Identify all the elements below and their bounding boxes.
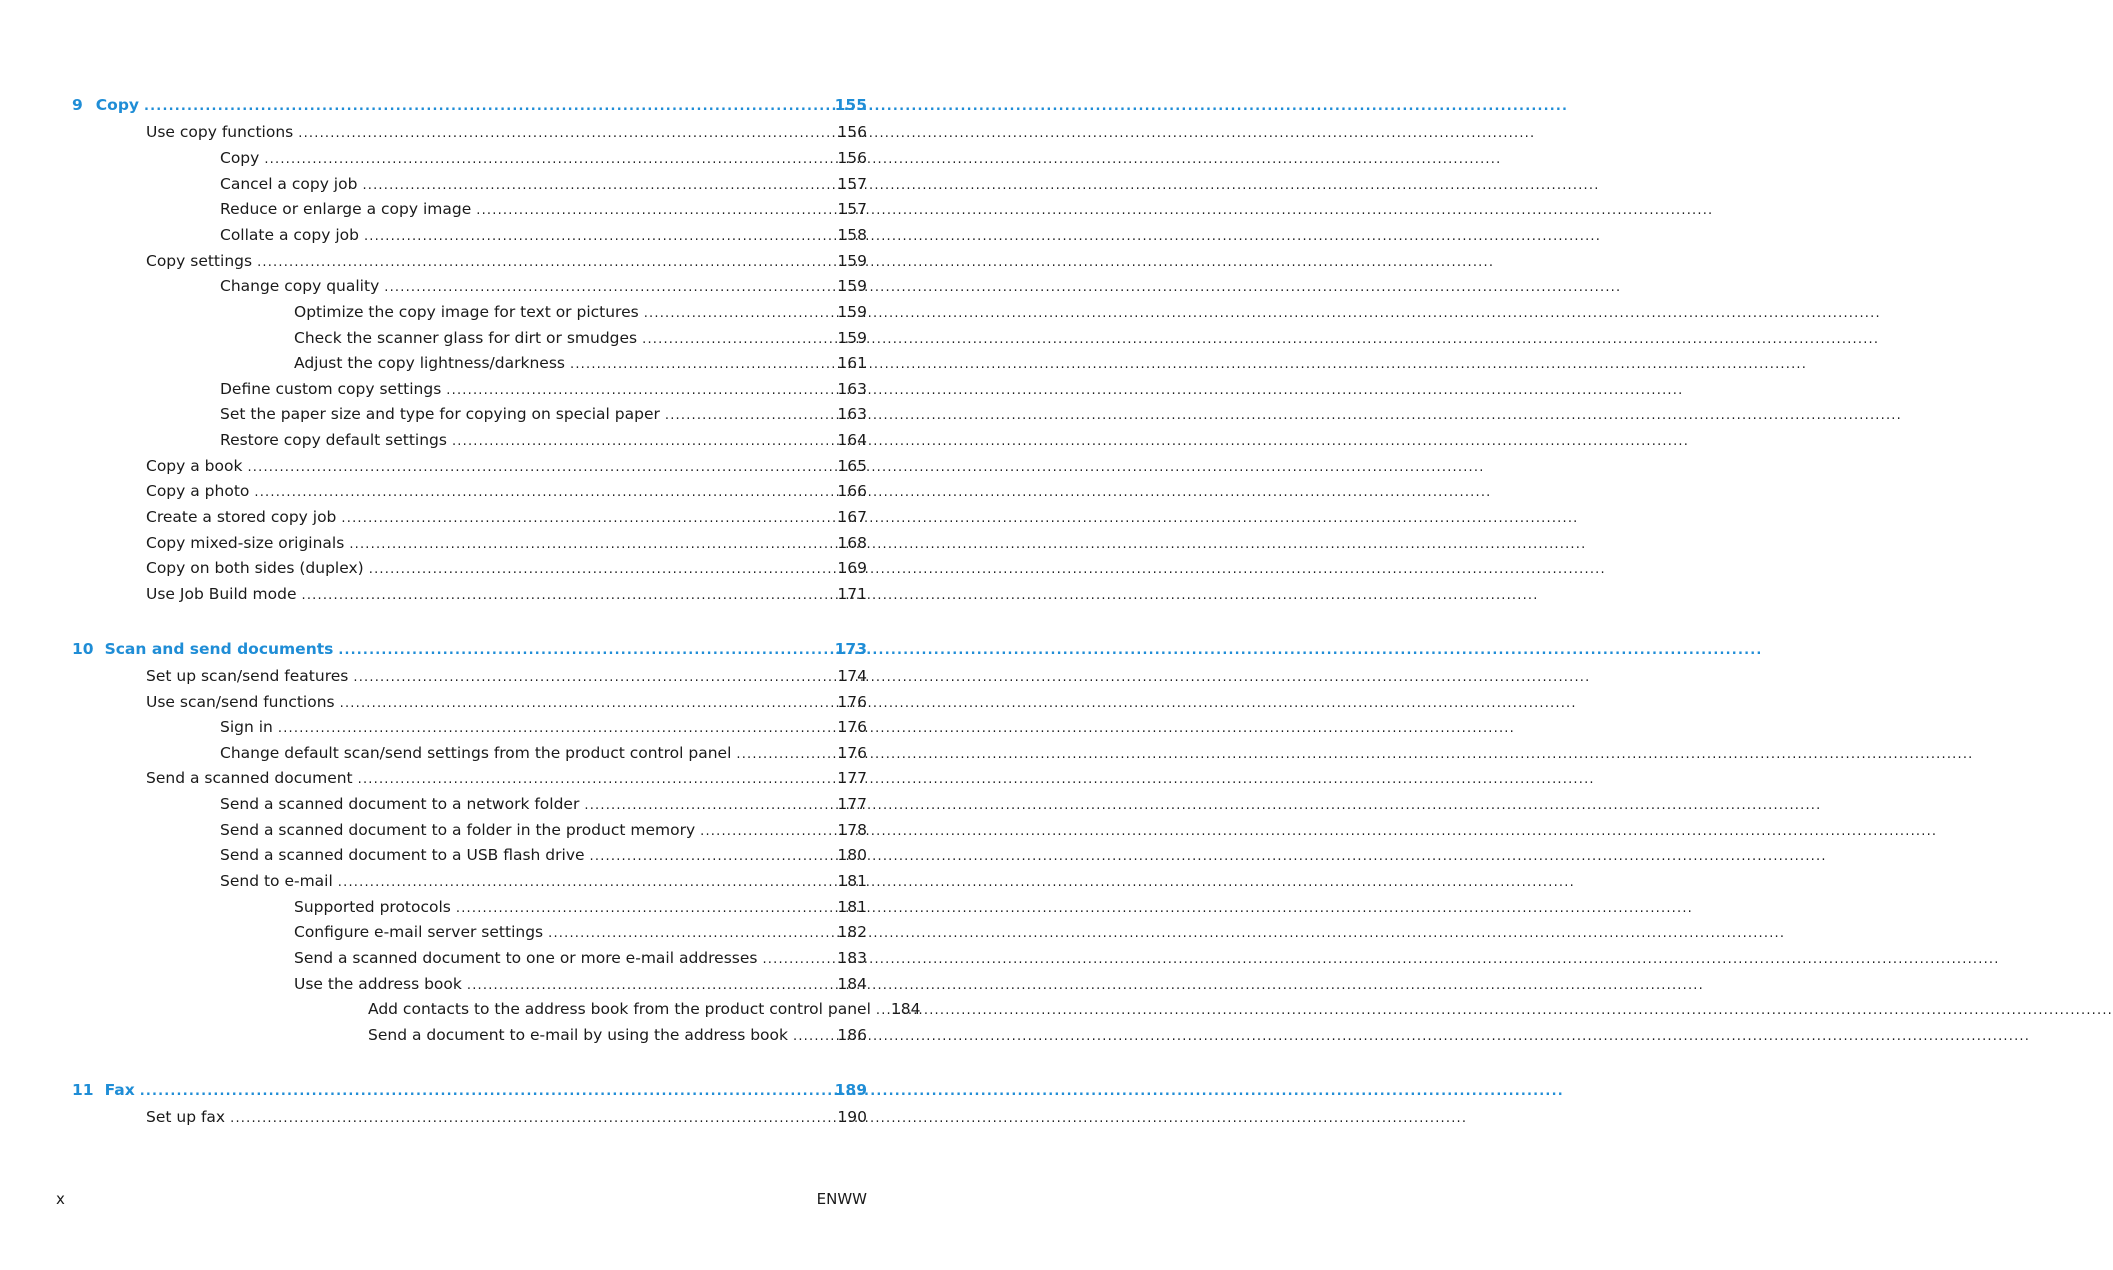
toc-leader-dots — [340, 694, 833, 714]
toc-entry-title: Sign in — [220, 718, 273, 736]
toc-page-number: 190 — [837, 1108, 867, 1126]
table-of-contents — [0, 0, 954, 1270]
toc-entry[interactable] — [146, 533, 867, 553]
toc-entry-title: Scan and send documents — [104, 640, 334, 658]
toc-entry-title: Configure e-mail server settings — [294, 923, 544, 941]
toc-leader-dots — [548, 924, 832, 944]
toc-entry-title: Set up scan/send features — [146, 667, 349, 685]
toc-leader-dots — [467, 976, 833, 996]
toc-entry[interactable] — [220, 430, 867, 450]
toc-page-number: 159 — [837, 252, 867, 270]
toc-entry[interactable] — [294, 328, 867, 348]
toc-leader-dots — [793, 1027, 832, 1047]
toc-page-number: 176 — [837, 718, 867, 736]
toc-entry[interactable] — [294, 974, 867, 994]
toc-entry-title: Copy mixed-size originals — [146, 534, 345, 552]
toc-entry[interactable] — [146, 481, 867, 501]
toc-entry[interactable] — [146, 666, 867, 686]
toc-leader-dots — [762, 950, 832, 970]
toc-page-number: 174 — [837, 667, 867, 685]
toc-leader-dots — [736, 745, 832, 765]
toc-entry-title: Copy — [95, 96, 140, 114]
toc-page-number: 156 — [837, 123, 867, 141]
toc-leader-dots — [247, 458, 832, 478]
toc-entry[interactable] — [220, 743, 867, 763]
toc-entry[interactable] — [146, 558, 867, 578]
toc-entry[interactable] — [220, 199, 867, 219]
toc-entry-title: Send a scanned document to a folder in the product memory — [220, 821, 696, 839]
toc-entry-title: Check the scanner glass for dirt or smudges — [294, 329, 638, 347]
toc-leader-dots — [349, 535, 832, 555]
toc-page-number: 168 — [837, 534, 867, 552]
toc-page-number: 184 — [837, 975, 867, 993]
toc-page-number: 166 — [837, 482, 867, 500]
toc-entry-title: Collate a copy job — [220, 226, 359, 244]
toc-entry-title: Copy on both sides (duplex) — [146, 559, 364, 577]
toc-leader-dots — [570, 355, 832, 375]
toc-leader-dots — [254, 483, 832, 503]
toc-chapter-entry[interactable] — [72, 95, 867, 115]
toc-page-number: 181 — [837, 898, 867, 916]
toc-entry[interactable] — [294, 948, 867, 968]
toc-leader-dots — [590, 847, 833, 867]
toc-page-number: 159 — [837, 277, 867, 295]
toc-page-number: 163 — [837, 405, 867, 423]
toc-leader-dots — [384, 278, 832, 298]
toc-chapter-number: 10 — [72, 640, 94, 658]
toc-leader-dots — [452, 432, 832, 452]
toc-page-number: 156 — [837, 149, 867, 167]
toc-leader-dots — [369, 560, 833, 580]
toc-entry[interactable] — [146, 122, 867, 142]
toc-leader-dots — [876, 1001, 886, 1021]
toc-entry-title: Send a scanned document to one or more e-mail addresses — [294, 949, 758, 967]
toc-entry-title: Set the paper size and type for copying on special paper — [220, 405, 660, 423]
toc-entry[interactable] — [220, 404, 867, 424]
toc-entry-title: Copy settings — [146, 252, 253, 270]
toc-entry-title: Use scan/send functions — [146, 693, 335, 711]
toc-entry-title: Send to e-mail — [220, 872, 333, 890]
toc-leader-dots — [338, 641, 829, 661]
toc-entry-title: Supported protocols — [294, 898, 451, 916]
toc-leader-dots — [584, 796, 832, 816]
toc-chapter-entry[interactable] — [72, 639, 867, 659]
toc-page-number: 184 — [890, 1000, 921, 1018]
toc-entry-title: Fax — [104, 1081, 135, 1099]
toc-entry-title: Use copy functions — [146, 123, 294, 141]
toc-entry[interactable] — [220, 794, 867, 814]
toc-entry-title: Use the address book — [294, 975, 462, 993]
toc-entry-title: Create a stored copy job — [146, 508, 337, 526]
toc-page-number: 169 — [837, 559, 867, 577]
toc-entry[interactable] — [220, 717, 867, 737]
toc-page-number: 177 — [837, 769, 867, 787]
toc-page-number: 165 — [837, 457, 867, 475]
toc-leader-dots — [362, 176, 832, 196]
toc-page-number: 189 — [834, 1081, 867, 1099]
toc-entry[interactable] — [146, 692, 867, 712]
toc-entry-title: Send a scanned document — [146, 769, 353, 787]
toc-entry[interactable] — [146, 251, 867, 271]
toc-entry-title: Optimize the copy image for text or pictures — [294, 303, 639, 321]
toc-page-number: 182 — [837, 923, 867, 941]
toc-page-number: 157 — [837, 200, 867, 218]
toc-leader-dots — [230, 1109, 832, 1129]
toc-entry[interactable] — [146, 768, 867, 788]
toc-entry[interactable] — [220, 174, 867, 194]
toc-entry-title: Reduce or enlarge a copy image — [220, 200, 472, 218]
toc-entry-title: Adjust the copy lightness/darkness — [294, 354, 565, 372]
toc-chapter-number: 9 — [72, 96, 83, 114]
footer-page-number: x — [56, 1190, 65, 1208]
toc-entry[interactable] — [220, 225, 867, 245]
toc-leader-dots — [278, 719, 833, 739]
toc-page-number: 159 — [837, 329, 867, 347]
toc-leader-dots — [257, 253, 832, 273]
toc-entry-title: Send a scanned document to a USB flash drive — [220, 846, 585, 864]
toc-leader-dots — [341, 509, 832, 529]
toc-page-number: 155 — [834, 96, 867, 114]
toc-entry-title: Send a document to e-mail by using the address book — [368, 1026, 788, 1044]
toc-entry-title: Define custom copy settings — [220, 380, 442, 398]
toc-leader-dots — [302, 586, 833, 606]
toc-page-number: 178 — [837, 821, 867, 839]
toc-page-number: 161 — [837, 354, 867, 372]
toc-page-number: 180 — [837, 846, 867, 864]
toc-chapter-number: 11 — [72, 1081, 94, 1099]
toc-chapter-entry[interactable] — [72, 1080, 867, 1100]
toc-leader-dots — [338, 873, 833, 893]
toc-entry-title: Copy — [220, 149, 260, 167]
footer-label: ENWW — [816, 1190, 867, 1208]
toc-leader-dots — [446, 381, 832, 401]
toc-leader-dots — [456, 899, 833, 919]
toc-entry-title: Add contacts to the address book from the product control panel — [368, 1000, 871, 1018]
toc-page-number: 173 — [834, 640, 867, 658]
toc-page-number: 186 — [837, 1026, 867, 1044]
toc-page-number: 176 — [837, 744, 867, 762]
toc-leader-dots — [364, 227, 832, 247]
toc-entry[interactable] — [294, 922, 867, 942]
toc-page-number: 183 — [837, 949, 867, 967]
toc-entry[interactable] — [220, 845, 867, 865]
toc-entry[interactable] — [368, 999, 921, 1019]
toc-entry-title: Set up fax — [146, 1108, 226, 1126]
toc-leader-dots — [665, 406, 833, 426]
toc-leader-dots — [353, 668, 832, 688]
toc-page-number: 157 — [837, 175, 867, 193]
toc-leader-dots — [358, 770, 833, 790]
toc-leader-dots — [140, 1082, 830, 1102]
toc-entry[interactable] — [294, 353, 867, 373]
toc-leader-dots — [264, 150, 832, 170]
toc-entry[interactable] — [220, 820, 867, 840]
toc-page-number: 167 — [837, 508, 867, 526]
toc-entry-title: Restore copy default settings — [220, 431, 447, 449]
toc-entry[interactable] — [368, 1025, 867, 1045]
toc-entry-title: Send a scanned document to a network folder — [220, 795, 580, 813]
toc-entry-title: Use Job Build mode — [146, 585, 297, 603]
toc-entry-title: Copy a book — [146, 457, 243, 475]
toc-entry[interactable] — [146, 1107, 867, 1127]
toc-leader-dots — [298, 124, 832, 144]
toc-entry-title: Change copy quality — [220, 277, 380, 295]
toc-leader-dots — [700, 822, 832, 842]
toc-entry[interactable] — [146, 584, 867, 604]
toc-entry-title: Cancel a copy job — [220, 175, 358, 193]
toc-page-number: 158 — [837, 226, 867, 244]
toc-page-number: 176 — [837, 693, 867, 711]
toc-entry[interactable] — [146, 507, 867, 527]
toc-entry[interactable] — [220, 148, 867, 168]
toc-entry-title: Copy a photo — [146, 482, 250, 500]
toc-leader-dots — [644, 304, 833, 324]
toc-page-number: 164 — [837, 431, 867, 449]
toc-entry-title: Change default scan/send settings from the product control panel — [220, 744, 732, 762]
toc-page-number: 159 — [837, 303, 867, 321]
toc-entry[interactable] — [294, 302, 867, 322]
toc-leader-dots — [476, 201, 832, 221]
toc-entry[interactable] — [220, 276, 867, 296]
toc-page-number: 171 — [837, 585, 867, 603]
toc-leader-dots — [642, 330, 832, 350]
toc-page-number: 177 — [837, 795, 867, 813]
toc-leader-dots — [144, 97, 830, 117]
toc-page-number: 181 — [837, 872, 867, 890]
toc-page-number: 163 — [837, 380, 867, 398]
toc-entry[interactable] — [220, 379, 867, 399]
toc-entry[interactable] — [294, 897, 867, 917]
toc-entry[interactable] — [220, 871, 867, 891]
toc-entry[interactable] — [146, 456, 867, 476]
